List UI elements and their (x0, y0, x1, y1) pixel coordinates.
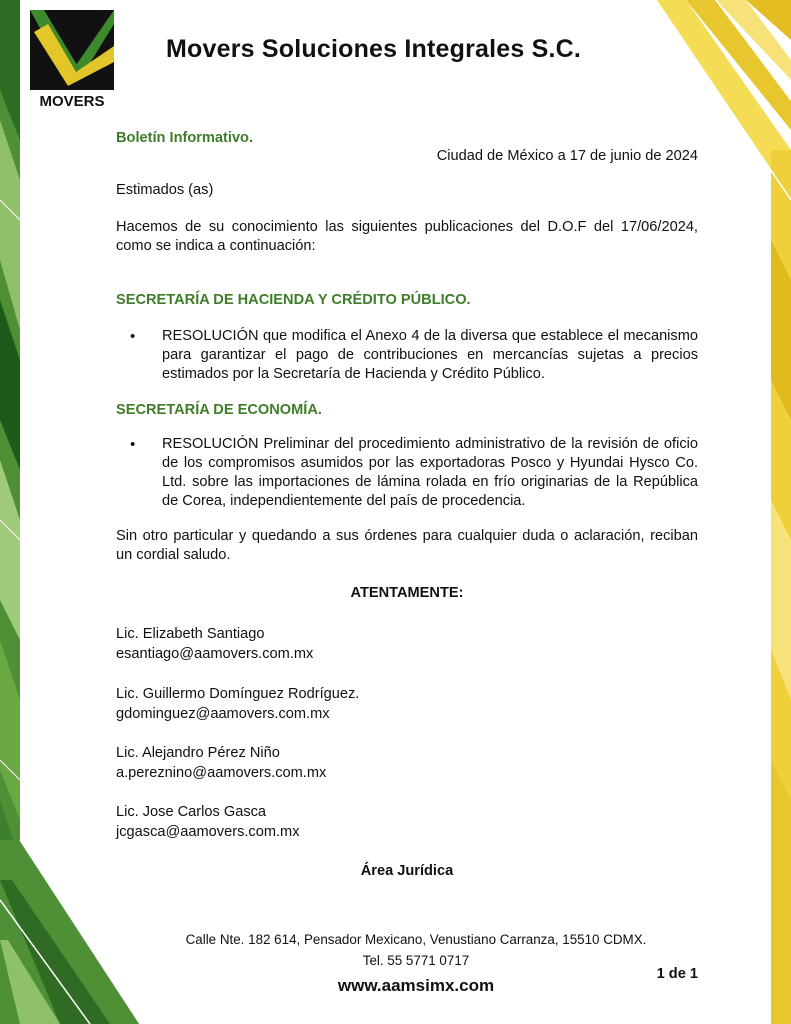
sign-off: ATENTAMENTE: (350, 585, 464, 601)
footer-address: Calle Nte. 182 614, Pensador Mexicano, Venustiano Carranza, 15510 CDMX. (185, 932, 647, 947)
contact-name: Lic. Alejandro Pérez Niño (116, 745, 280, 761)
bullet-icon: • (130, 328, 136, 345)
greeting: Estimados (as) (116, 182, 214, 198)
page-number: 1 de 1 (656, 966, 698, 982)
footer-website[interactable]: www.aamsimx.com (337, 976, 495, 995)
bullet-text: RESOLUCIÓN Preliminar del procedimiento administrativo de la revisión de oficio de los compromisos asumidos por las exportadoras Posco y Hyundai Hysco Co. Ltd. sobre las importaciones de lámina rolada en frío originarias de la República de Corea, independientemente del país de procedencia. (162, 436, 698, 509)
contact-name: Lic. Guillermo Domínguez Rodríguez. (116, 686, 360, 702)
bullet-item-hacienda (116, 327, 698, 384)
bullet-item-economia (116, 435, 698, 511)
company-name: Movers Soluciones Integrales S.C. (166, 35, 582, 63)
contact-email[interactable]: gdominguez@aamovers.com.mx (116, 706, 330, 722)
section-heading-hacienda: SECRETARÍA DE HACIENDA Y CRÉDITO PÚBLICO. (116, 292, 471, 308)
contact-name: Lic. Jose Carlos Gasca (116, 804, 267, 820)
section-heading-economia: SECRETARÍA DE ECONOMÍA. (116, 402, 322, 418)
intro-paragraph: Hacemos de su conocimiento las siguientes publicaciones del D.O.F del 17/06/2024, como se indica a continuación: (116, 219, 698, 254)
bullet-text: RESOLUCIÓN que modifica el Anexo 4 de la diversa que establece el mecanismo para garantizar el pago de contribuciones en mercancías sujetas a precios estimados por la Secretaría de Hacienda y Crédito Público. (162, 328, 698, 382)
contact-name: Lic. Elizabeth Santiago (116, 626, 265, 642)
bullet-icon: • (130, 436, 136, 453)
movers-logo (30, 10, 114, 108)
department: Área Jurídica (360, 863, 454, 879)
logo-wordmark: MOVERS (39, 93, 105, 108)
footer-phone: Tel. 55 5771 0717 (362, 953, 470, 968)
contact-email[interactable]: jcgasca@aamovers.com.mx (116, 824, 300, 840)
date-line: Ciudad de México a 17 de junio de 2024 (436, 148, 698, 164)
bulletin-title: Boletín Informativo. (116, 130, 254, 146)
closing-paragraph: Sin otro particular y quedando a sus órdenes para cualquier duda o aclaración, reciban un cordial saludo. (116, 528, 698, 563)
contact-email[interactable]: a.pereznino@aamovers.com.mx (116, 765, 327, 781)
contact-email[interactable]: esantiago@aamovers.com.mx (116, 646, 314, 662)
